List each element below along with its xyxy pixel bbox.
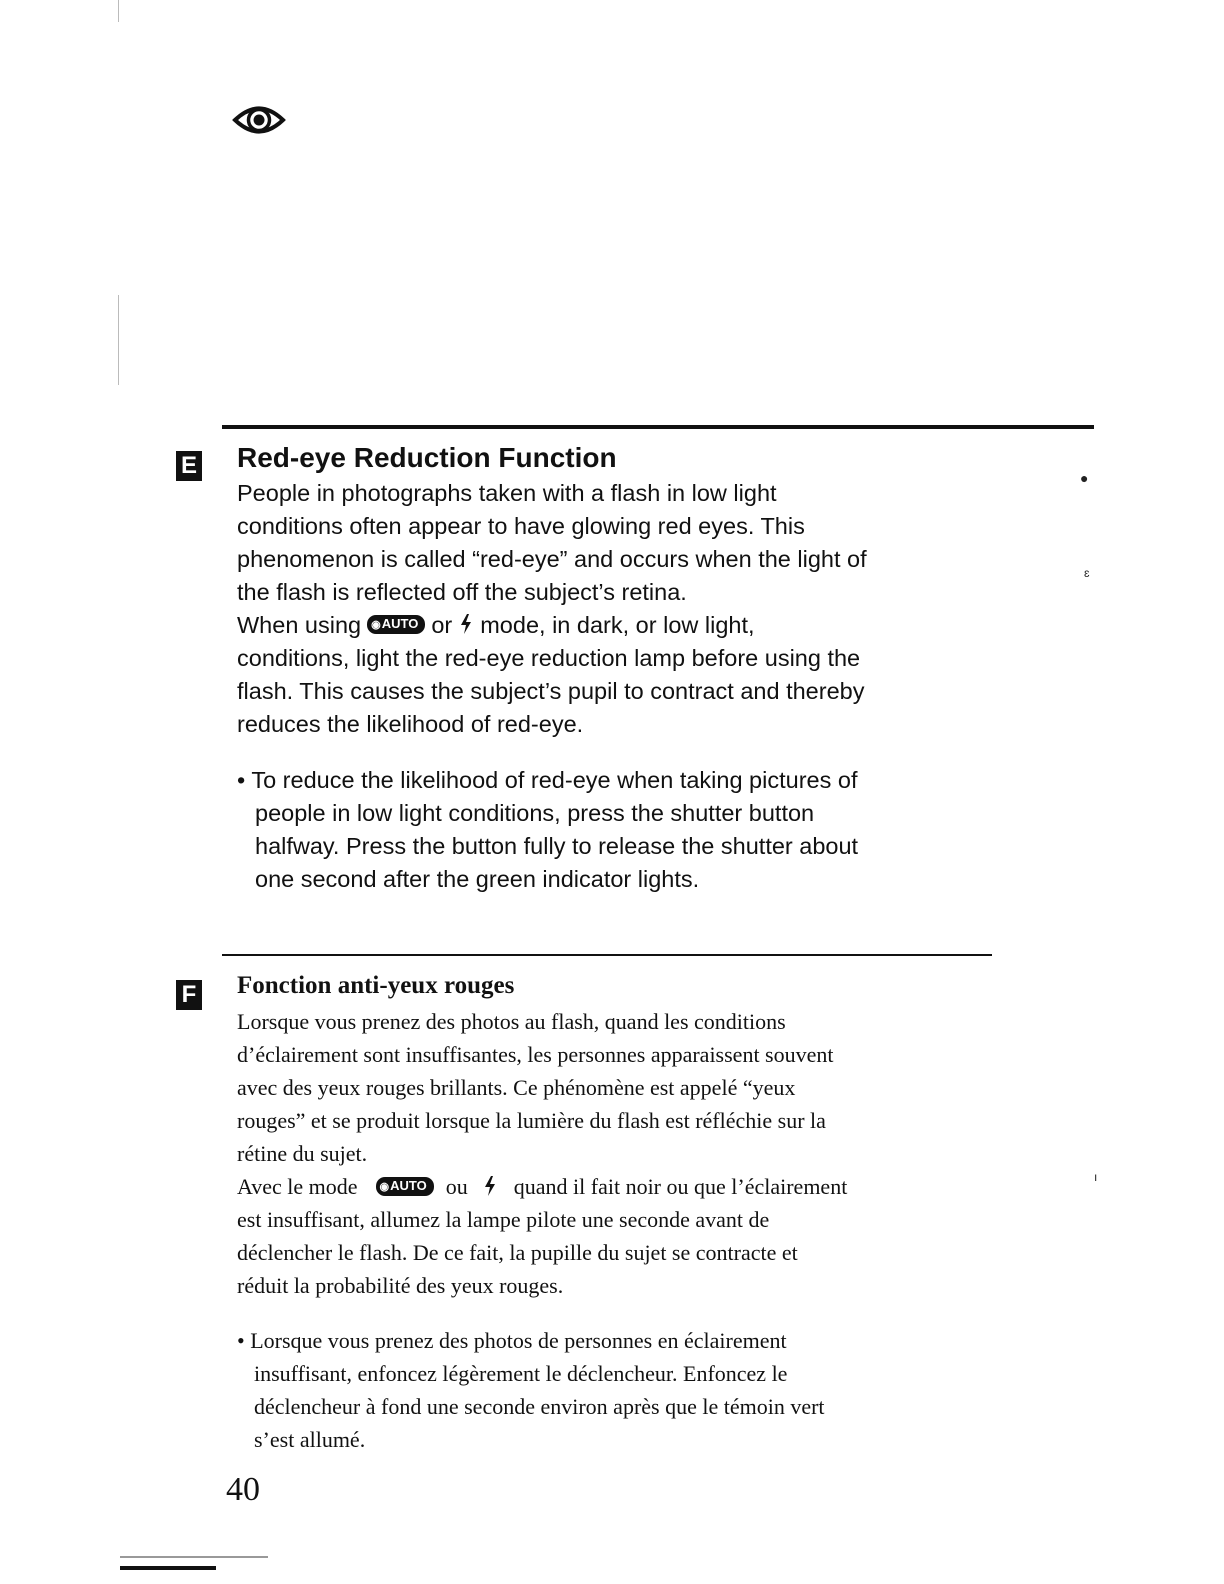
text-span: mode, in dark, or low light, (480, 612, 755, 638)
text-line: reduces the likelihood of red-eye. (237, 711, 584, 737)
bullet-line: déclencheur à fond une seconde environ après que le témoin vert (254, 1394, 825, 1419)
bullet-line: halfway. Press the button fully to release the shutter about (255, 833, 859, 859)
bullet-line: • Lorsque vous prenez des photos de personnes en éclairement (237, 1328, 787, 1353)
language-badge-english: E (176, 451, 202, 481)
text-line: avec des yeux rouges brillants. Ce phénomène est appelé “yeux (237, 1075, 796, 1100)
bullet-english (237, 764, 858, 896)
text-span: ou (445, 1174, 468, 1199)
section-divider (222, 425, 1094, 429)
scan-speck: ı (1094, 1170, 1098, 1184)
text-span: quand il fait noir ou que l’éclairement (513, 1174, 848, 1199)
paragraph-french (237, 1005, 847, 1302)
mode-line (237, 609, 867, 642)
language-badge-french: F (176, 980, 202, 1010)
red-eye-auto-mode-icon: ◉AUTO (376, 1177, 434, 1196)
text-span: Avec le mode (237, 1174, 358, 1199)
flash-icon (460, 614, 472, 634)
text-line: réduit la probabilité des yeux rouges. (237, 1273, 564, 1298)
text-line: déclencher le flash. De ce fait, la pupille du sujet se contracte et (237, 1240, 798, 1265)
scan-mark (120, 1556, 268, 1558)
scan-mark (120, 1566, 216, 1570)
scan-mark (118, 295, 119, 385)
text-line: flash. This causes the subject’s pupil to contract and thereby (237, 678, 865, 704)
section-divider (222, 954, 992, 956)
auto-label: AUTO (381, 616, 419, 632)
bullet-line: people in low light conditions, press the shutter button (255, 800, 815, 826)
bullet-line: insuffisant, enfoncez légèrement le déclencheur. Enfoncez le (254, 1361, 788, 1386)
scan-speck: ɛ (1084, 566, 1090, 580)
text-line: rétine du sujet. (237, 1141, 368, 1166)
bullet-line: s’est allumé. (254, 1427, 366, 1452)
page-number: 40 (226, 1471, 260, 1508)
text-line: phenomenon is called “red-eye” and occurs when the light of (237, 546, 867, 572)
text-line: d’éclairement sont insuffisantes, les personnes apparaissent souvent (237, 1042, 834, 1067)
text-line: the flash is reflected off the subject’s retina. (237, 579, 687, 605)
mode-line (237, 1170, 847, 1203)
red-eye-auto-mode-icon: ◉AUTO (367, 615, 425, 634)
paragraph-english (237, 477, 867, 741)
section-title-english: Red-eye Reduction Function (237, 442, 617, 473)
text-line: conditions, light the red-eye reduction lamp before using the (237, 645, 861, 671)
bullet-line: • To reduce the likelihood of red-eye when taking pictures of (237, 767, 858, 793)
text-line: People in photographs taken with a flash in low light (237, 480, 777, 506)
section-title-french: Fonction anti-yeux rouges (237, 972, 515, 999)
scan-mark (118, 0, 119, 22)
text-line: rouges” et se produit lorsque la lumière du flash est réfléchie sur la (237, 1108, 826, 1133)
text-line: est insuffisant, allumez la lampe pilote une seconde avant de (237, 1207, 770, 1232)
flash-icon (484, 1176, 496, 1196)
red-eye-icon (232, 100, 286, 140)
text-line: conditions often appear to have glowing red eyes. This (237, 513, 805, 539)
bullet-french (237, 1324, 825, 1456)
text-span: or (431, 612, 453, 638)
text-line: Lorsque vous prenez des photos au flash, quand les conditions (237, 1009, 786, 1034)
text-span: When using (237, 612, 362, 638)
scan-speck: ● (1080, 470, 1089, 486)
bullet-line: one second after the green indicator lights. (255, 866, 700, 892)
auto-label: AUTO (390, 1178, 427, 1194)
